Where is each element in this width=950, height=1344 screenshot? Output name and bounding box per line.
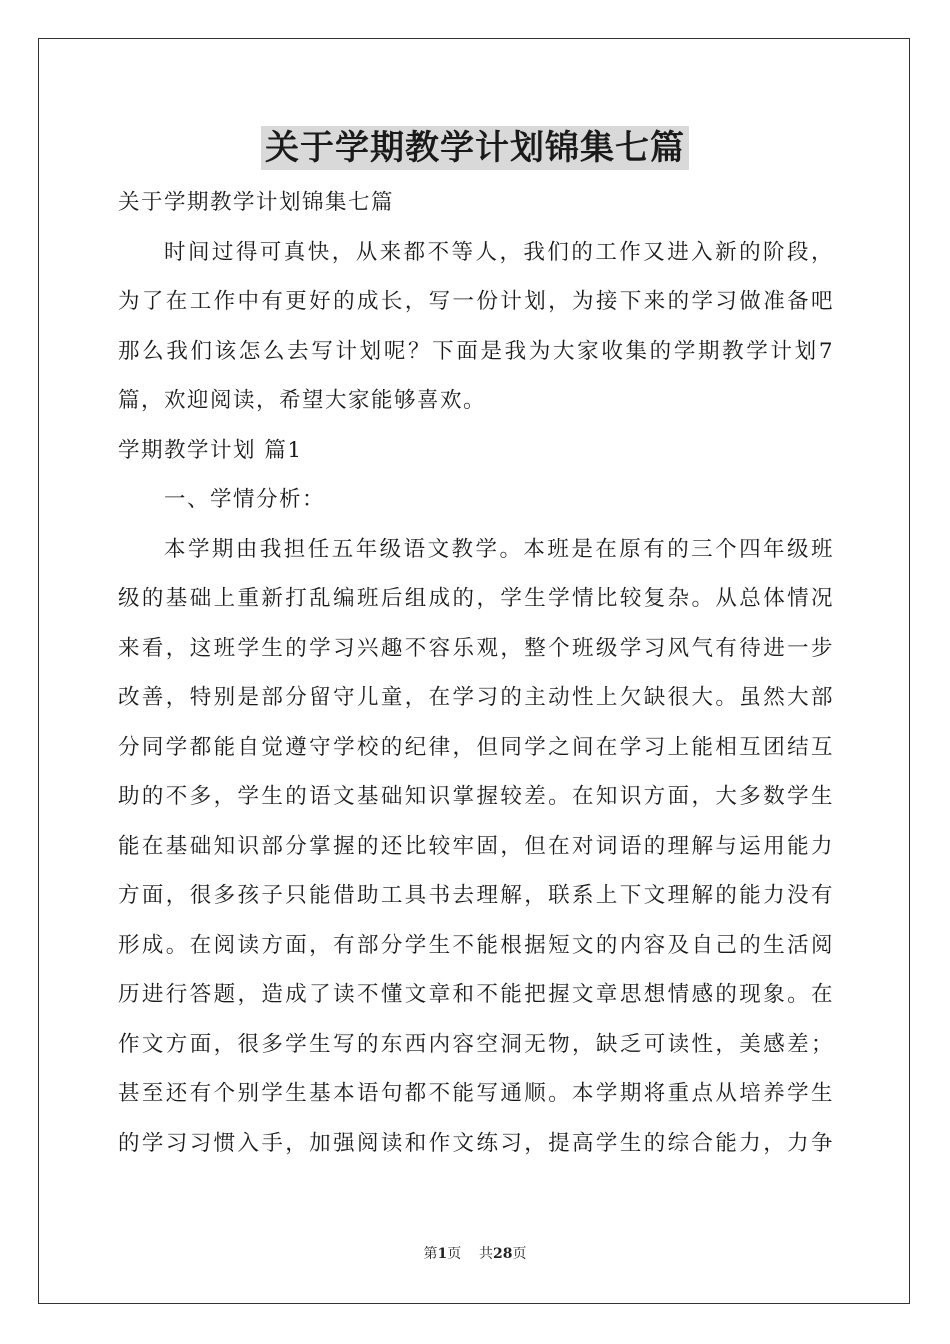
- text-line: 那么我们该怎么去写计划呢？下面是我为大家收集的学期教学计划7: [118, 338, 834, 364]
- section-heading: 学期教学计划 篇1: [118, 437, 303, 463]
- current-page-number: 1: [437, 1246, 448, 1262]
- text-line: 篇，欢迎阅读，希望大家能够喜欢。: [118, 388, 487, 413]
- document-title: 关于学期教学计划锦集七篇: [261, 126, 689, 170]
- text-line: 助的不多，学生的语文基础知识掌握较差。在知识方面，大多数学生: [118, 784, 834, 809]
- title-container: [0, 126, 950, 170]
- document-body: [118, 178, 834, 1168]
- page-prefix: 第: [423, 1246, 438, 1262]
- text-line: 的学习习惯入手，加强阅读和作文练习，提高学生的综合能力，力争: [118, 1130, 834, 1156]
- text-line: 时间过得可真快，从来都不等人，我们的工作又进入新的阶段，: [164, 239, 834, 265]
- text-line: 本学期由我担任五年级语文教学。本班是在原有的三个四年级班: [164, 536, 834, 562]
- text-line: 方面，很多孩子只能借助工具书去理解，联系上下文理解的能力没有: [118, 883, 834, 908]
- total-page-count: 28: [493, 1246, 513, 1262]
- subtitle-line: 关于学期教学计划锦集七篇: [118, 190, 395, 215]
- subsection-heading: 一、学情分析：: [164, 487, 326, 512]
- page-unit: 页: [447, 1246, 462, 1262]
- text-line: 能在基础知识部分掌握的还比较牢固，但在对词语的理解与运用能力: [118, 833, 834, 859]
- text-line: 历进行答题，造成了读不懂文章和不能把握文章思想情感的现象。在: [118, 982, 834, 1007]
- total-unit: 页: [512, 1246, 527, 1262]
- text-line: 分同学都能自觉遵守学校的纪律，但同学之间在学习上能相互团结互: [118, 734, 834, 760]
- total-prefix: 共: [479, 1246, 494, 1262]
- text-line: 形成。在阅读方面，有部分学生不能根据短文的内容及自己的生活阅: [118, 932, 834, 958]
- text-line: 作文方面，很多学生写的东西内容空洞无物，缺乏可读性，美感差；: [118, 1031, 834, 1057]
- text-line: 来看，这班学生的学习兴趣不容乐观，整个班级学习风气有待进一步: [118, 635, 834, 661]
- text-line: 甚至还有个别学生基本语句都不能写通顺。本学期将重点从培养学生: [118, 1081, 834, 1106]
- text-line: 级的基础上重新打乱编班后组成的，学生学情比较复杂。从总体情况: [118, 586, 834, 611]
- text-line: 改善，特别是部分留守儿童，在学习的主动性上欠缺很大。虽然大部: [118, 685, 834, 710]
- page-footer: [0, 1244, 950, 1264]
- text-line: 为了在工作中有更好的成长，写一份计划，为接下来的学习做准备吧: [118, 289, 834, 314]
